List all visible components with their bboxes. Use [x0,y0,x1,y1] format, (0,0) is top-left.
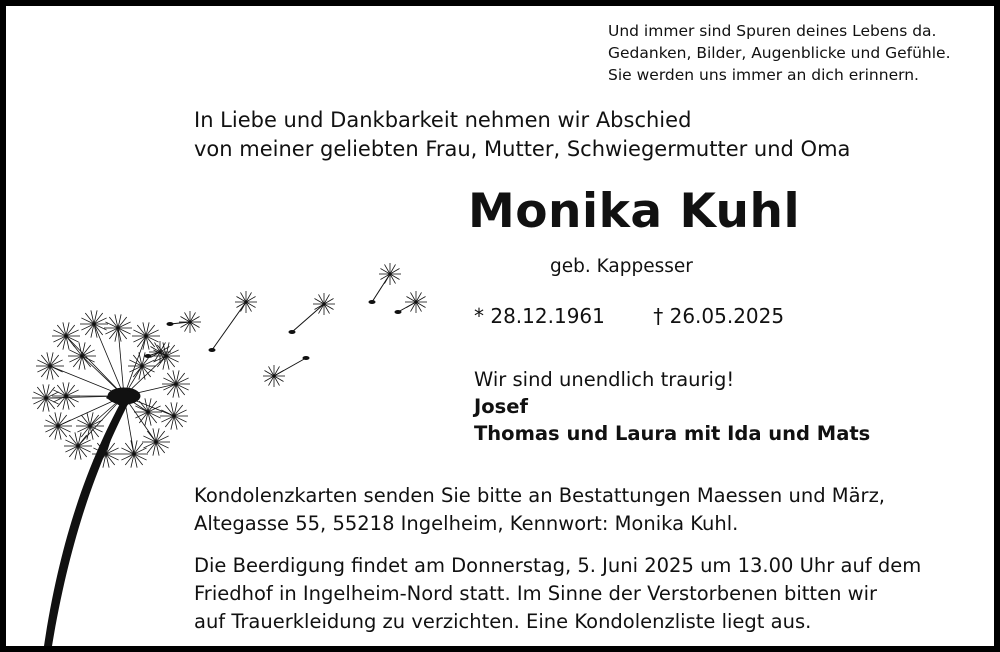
dandelion-icon [6,6,466,646]
mourner-name: Thomas und Laura mit Ida und Mats [474,422,871,445]
farewell-intro [194,106,954,164]
life-dates [474,304,784,328]
intro-line: von meiner geliebten Frau, Mutter, Schwiegermutter und Oma [194,137,851,161]
verse-line: Und immer sind Spuren deines Lebens da. [608,22,937,40]
birth-name: geb. Kappesser [550,256,693,277]
memorial-verse [608,20,988,86]
mourning-statement: Wir sind unendlich traurig! [474,368,735,391]
deceased-name: Monika Kuhl [468,184,801,239]
condolence-line: Altegasse 55, 55218 Ingelheim, Kennwort: Monika Kuhl. [194,512,739,535]
obituary-notice [6,6,994,646]
mourner-name: Josef [474,395,528,418]
birth-date: * 28.12.1961 [474,304,605,328]
verse-line: Sie werden uns immer an dich erinnern. [608,66,919,84]
verse-line: Gedanken, Bilder, Augenblicke und Gefühle. [608,44,951,62]
mourners-block [474,366,870,447]
intro-line: In Liebe und Dankbarkeit nehmen wir Abschied [194,108,692,132]
death-date: † 26.05.2025 [653,304,785,328]
condolence-line: Kondolenzkarten senden Sie bitte an Bestattungen Maessen und März, [194,484,886,507]
funeral-line: Die Beerdigung findet am Donnerstag, 5. Juni 2025 um 13.00 Uhr auf dem [194,554,922,577]
funeral-line: auf Trauerkleidung zu verzichten. Eine Kondolenzliste liegt aus. [194,610,812,633]
condolence-info [194,482,984,538]
funeral-line: Friedhof in Ingelheim-Nord statt. Im Sinne der Verstorbenen bitten wir [194,582,878,605]
funeral-info [194,552,984,636]
